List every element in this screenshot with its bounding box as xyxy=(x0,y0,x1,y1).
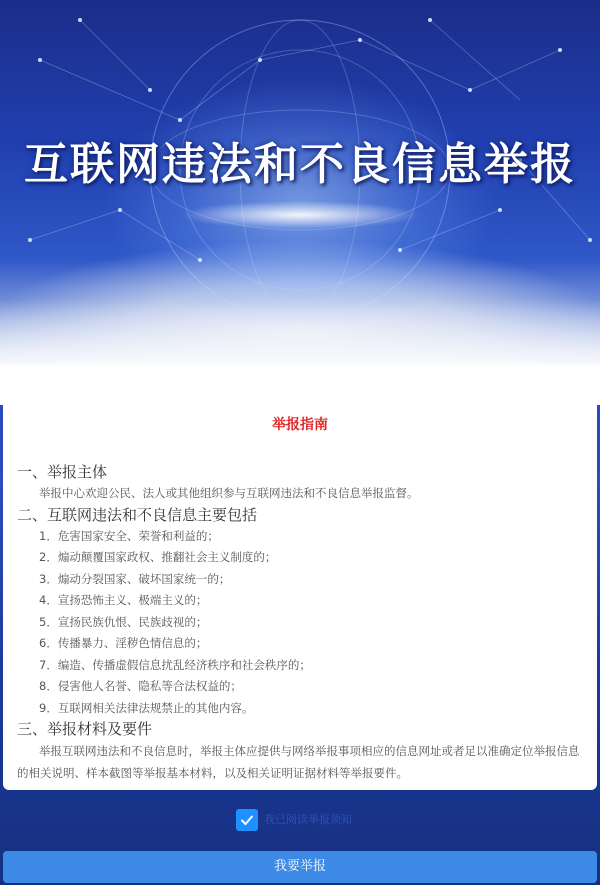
banner-title: 互联网违法和不良信息举报 xyxy=(24,139,576,190)
agreement-label[interactable]: 我已阅读举报须知 xyxy=(264,813,352,826)
check-icon xyxy=(240,813,254,827)
section-heading-materials: 三、举报材料及要件 xyxy=(17,720,153,738)
banner-fade xyxy=(0,300,600,370)
section-paragraph: 举报互联网违法和不良信息时，举报主体应提供与网络举报事项相应的信息网址或者足以准确定位举报信息的相关说明、样本截图等举报基本材料，以及相关证明证据材料等举报要件。 xyxy=(17,744,580,780)
list-item: 7．编造、传播虚假信息扰乱经济秩序和社会秩序的； xyxy=(39,657,311,672)
section-line: 举报中心欢迎公民、法人或其他组织参与互联网违法和不良信息举报监督。 xyxy=(39,486,419,500)
banner xyxy=(0,0,600,370)
submit-report-button[interactable]: 我要举报 xyxy=(3,851,597,883)
agreement-checkbox[interactable] xyxy=(236,809,258,831)
list-item: 2．煽动颠覆国家政权、推翻社会主义制度的； xyxy=(39,550,277,564)
list-item: 9．互联网相关法律法规禁止的其他内容。 xyxy=(39,700,254,715)
list-item: 6．传播暴力、淫秽色情信息的； xyxy=(39,636,208,650)
list-item: 4．宣扬恐怖主义、极端主义的； xyxy=(39,593,208,607)
list-item: 5．宣扬民族仇恨、民族歧视的； xyxy=(39,614,208,629)
agreement-row[interactable] xyxy=(236,808,352,832)
banner-background-strip xyxy=(0,365,600,405)
list-item: 1．危害国家安全、荣誉和利益的； xyxy=(39,528,219,543)
list-item: 8．侵害他人名誉、隐私等合法权益的； xyxy=(39,679,242,693)
report-guide-card xyxy=(3,400,597,790)
list-item: 3．煽动分裂国家、破坏国家统一的； xyxy=(39,571,231,586)
section-heading-content: 二、互联网违法和不良信息主要包括 xyxy=(17,505,258,524)
section-heading-subject: 一、举报主体 xyxy=(17,463,108,481)
card-title: 举报指南 xyxy=(272,417,328,433)
